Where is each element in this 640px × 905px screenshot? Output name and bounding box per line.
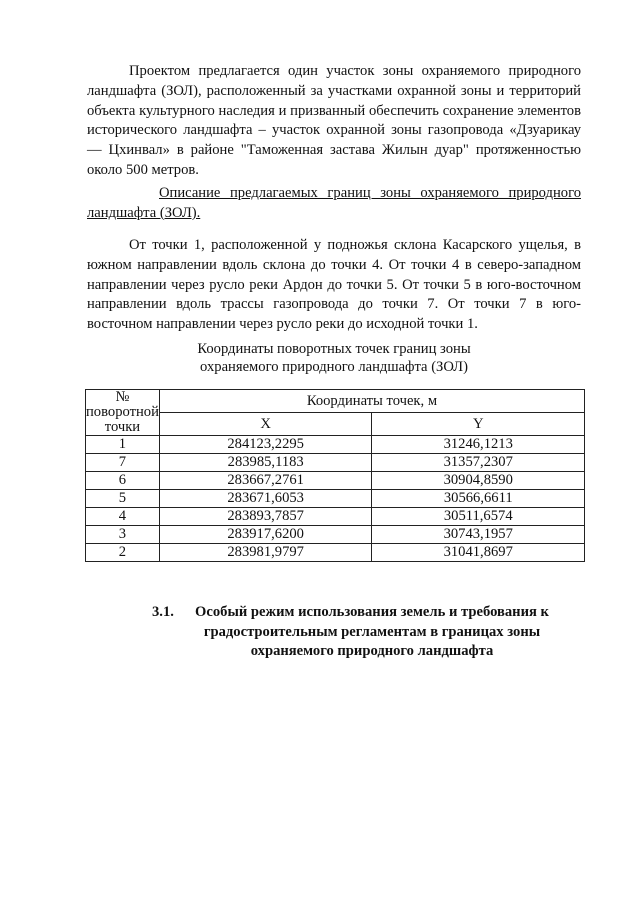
cell-point: 3 [86, 526, 160, 544]
table-caption-line-1: Координаты поворотных точек границ зоны [197, 341, 471, 357]
cell-x: 284123,2295 [159, 436, 372, 454]
table-row [86, 472, 585, 490]
table-row [86, 436, 585, 454]
intro-paragraph: Проектом предлагается один участок зоны охраняемого природного ландшафта (ЗОЛ), расположенный за участками охранной зоны и территорий объекта культурного наследия и призванный обеспечить сохранение элементов исторического ландшафта – участок охранной зоны газопровода «Дзуарикау — Цхинвал» в районе "Таможенная застава Жилын дуар" протяженностью около 500 метров. [87, 63, 581, 178]
header-number-points: точки [104, 419, 141, 435]
header-number-sign: № [115, 389, 130, 405]
cell-y: 31041,8697 [372, 544, 585, 562]
cell-x: 283985,1183 [159, 454, 372, 472]
cell-x: 283893,7857 [159, 508, 372, 526]
coordinates-table [85, 389, 585, 562]
subsection-number: 3.1. [152, 604, 174, 620]
header-coordinates: Координаты точек, м [159, 390, 584, 413]
cell-y: 31246,1213 [372, 436, 585, 454]
cell-point: 7 [86, 454, 160, 472]
table-row [86, 526, 585, 544]
cell-x: 283917,6200 [159, 526, 372, 544]
cell-y: 31357,2307 [372, 454, 585, 472]
cell-y: 30743,1957 [372, 526, 585, 544]
subsection-title: Особый режим использования земель и требования к градостроительным регламентам в границах зоны охраняемого природного ландшафта [195, 604, 549, 659]
cell-y: 30566,6611 [372, 490, 585, 508]
boundary-description-paragraph: От точки 1, расположенной у подножья склона Касарского ущелья, в южном направлении вдоль склона до точки 4. От точки 4 в северо-западном направлении через русло реки Ардон до точки 5. От точки 5 в юго-восточном направлении вдоль трассы газопровода до точки 7. От точки 7 в юго-восточном направлении через русло реки до исходной точки 1. [87, 237, 581, 333]
header-point-number [86, 390, 160, 436]
cell-point: 4 [86, 508, 160, 526]
cell-y: 30511,6574 [372, 508, 585, 526]
cell-x: 283671,6053 [159, 490, 372, 508]
cell-y: 30904,8590 [372, 472, 585, 490]
cell-point: 2 [86, 544, 160, 562]
cell-point: 5 [86, 490, 160, 508]
table-row [86, 490, 585, 508]
cell-point: 1 [86, 436, 160, 454]
cell-point: 6 [86, 472, 160, 490]
table-row [86, 544, 585, 562]
header-x: X [159, 413, 372, 436]
header-y: Y [372, 413, 585, 436]
section-heading: Описание предлагаемых границ зоны охраняемого природного ландшафта (ЗОЛ). [87, 185, 581, 221]
table-caption-line-2: охраняемого природного ландшафта (ЗОЛ) [200, 359, 468, 375]
table-row [86, 454, 585, 472]
table-row [86, 508, 585, 526]
header-number-word: поворотной [86, 404, 159, 420]
cell-x: 283667,2761 [159, 472, 372, 490]
cell-x: 283981,9797 [159, 544, 372, 562]
